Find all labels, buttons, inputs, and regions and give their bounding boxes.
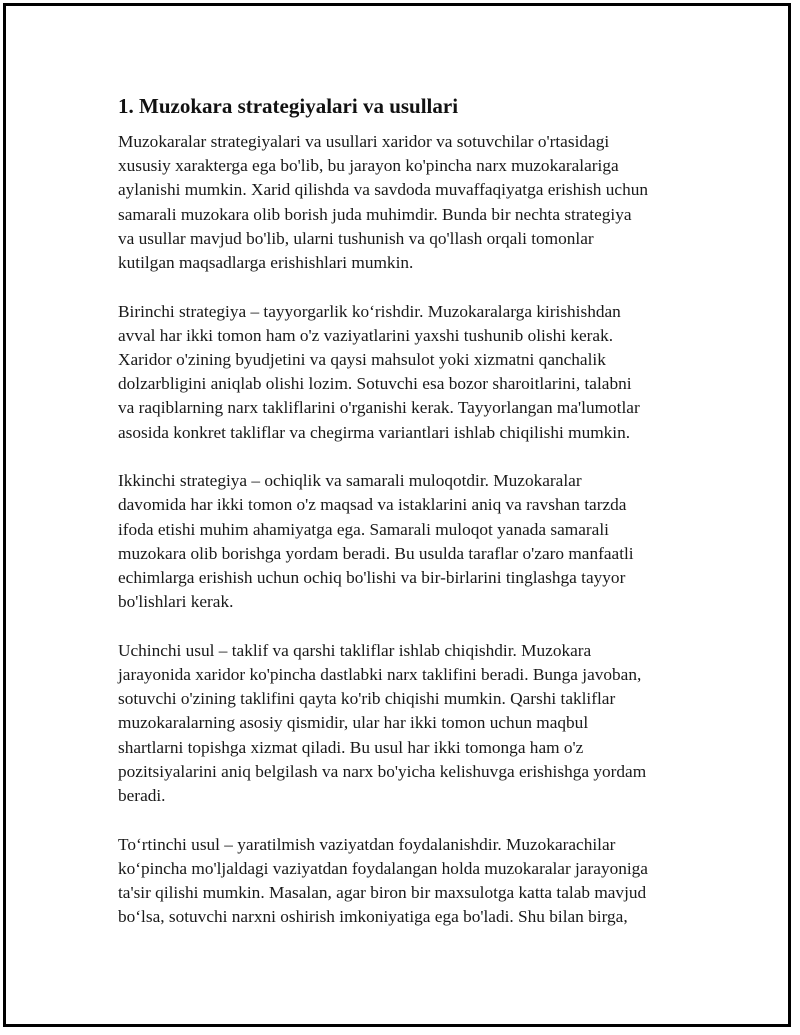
paragraph-fourth-method: To‘rtinchi usul – yaratilmish vaziyatdan foydalanishdir. Muzokarachilar ko‘pincha mo'ljaldagi vaziyatdan foydalangan holda muzokaralar jarayoniga ta'sir qilishi mumkin. Masalan, agar biron bir maxsulotga katta talab mavjud bo‘lsa, sotuvchi narxni oshirish imkoniyatiga ega bo'ladi. Shu bilan birga, [118, 834, 648, 927]
paragraph-second-strategy: Ikkinchi strategiya – ochiqlik va samarali muloqotdir. Muzokaralar davomida har ikki tomon o'z maqsad va istaklarini aniq va ravshan tarzda ifoda etishi muhim ahamiyatga ega. Samarali muloqot yanada samarali muzokara olib borishga yordam beradi. Bu usulda taraflar o'zaro manfaatli echimlarga erishish uchun ochiq bo'lishi va bir-birlarini tinglashga tayyor bo'lishlari kerak. [118, 471, 634, 612]
paragraph-third-method: Uchinchi usul – taklif va qarshi takliflar ishlab chiqishdir. Muzokara jarayonida xaridor ko'pincha dastlabki narx taklifini beradi. Bunga javoban, sotuvchi o'zining taklifini qayta ko'rib chiqishi mumkin. Qarshi takliflar muzokaralarning asosiy qismidir, ular har ikki tomon uchun maqbul shartlarni topishga xizmat qiladi. Bu usul har ikki tomonga ham o'z pozitsiyalarini aniq belgilash va narx bo'yicha kelishuvga erishishga yordam beradi. [118, 640, 647, 806]
section-heading: 1. Muzokara strategiyalari va usullari [118, 94, 459, 118]
paragraph-intro: Muzokaralar strategiyalari va usullari xaridor va sotuvchilar o'rtasidagi xususiy xarakterga ega bo'lib, bu jarayon ko'pincha narx muzokaralariga aylanishi mumkin. Xarid qilishda va savdoda muvaffaqiyatga erishish uchun samarali muzokara olib borish juda muhimdir. Bunda bir nechta strategiya va usullar mavjud bo'lib, ularni tushunish va qo'llash orqali tomonlar kutilgan maqsadlarga erishishlari mumkin. [118, 132, 649, 273]
paragraph-first-strategy: Birinchi strategiya – tayyorgarlik ko‘rishdir. Muzokaralarga kirishishdan avval har ikki tomon ham o'z vaziyatlarini yaxshi tushunib olishi kerak. Xaridor o'zining byudjetini va qaysi mahsulot yoki xizmatni qanchalik dolzarbligini aniqlab olishi lozim. Sotuvchi esa bozor sharoitlarini, talabni va raqiblarning narx takliflarini o'rganishi kerak. Tayyorlangan ma'lumotlar asosida konkret takliflar va chegirma variantlari ishlab chiqilishi mumkin. [118, 301, 640, 442]
document-body [118, 92, 688, 954]
